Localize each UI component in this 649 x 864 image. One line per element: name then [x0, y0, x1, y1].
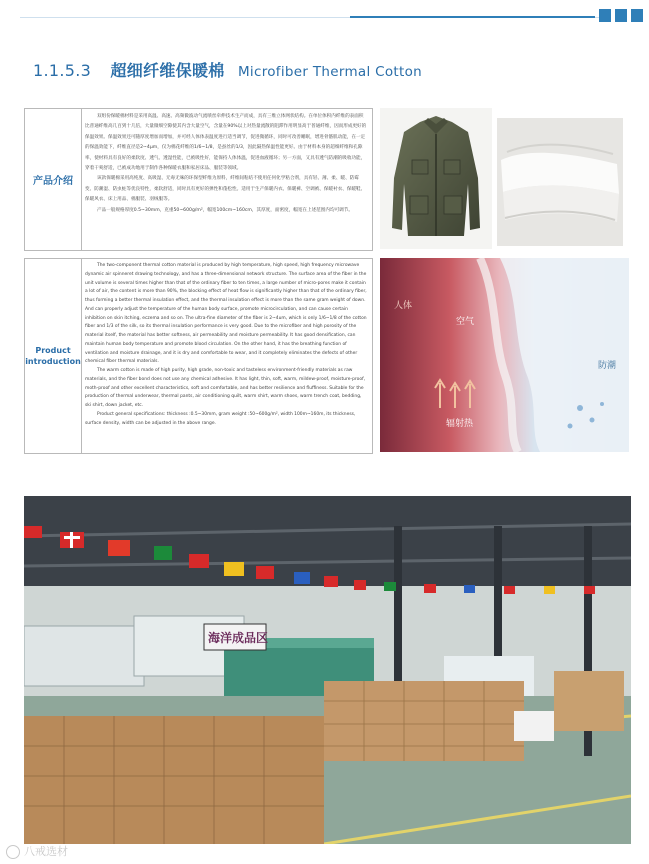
- section-title-zh: 超细纤维保暖棉: [110, 61, 225, 80]
- intro-en-label-cell: [25, 259, 82, 453]
- factory-photo: [24, 496, 631, 844]
- section-number: 1.1.5.3: [33, 61, 92, 80]
- diagram-label-air: 空气: [456, 317, 475, 327]
- header-block-2: [615, 9, 627, 22]
- diagram-label-body: 人体: [394, 301, 413, 311]
- diagram-label-moisture-proof: 防潮: [598, 361, 617, 371]
- intro-zh-text: [85, 112, 368, 247]
- intro-zh-box: [24, 108, 373, 251]
- header-block-1: [599, 9, 611, 22]
- section-title: [33, 58, 422, 81]
- section-title-en: Microfiber Thermal Cotton: [237, 64, 422, 80]
- intro-zh-paragraph: 该款保暖棉采用高纯度、高吸湿、无毒无味的环保型纤维为原料，纤维间粘结不使用任何化学粘合剂，具有轻、薄、柔、暖、防霉变、防潮湿、防虫蛀等优良特性，柔软舒适，同时具有更好的弹性和蓬松性。适用于生产保暖内衣、保暖裤、空调被、保暖衬衣、保暖鞋、保暖风衣、床上用品、棉服装、羽绒服等。: [85, 176, 366, 203]
- diagram-label-radiant-heat: 辐射热: [446, 419, 474, 429]
- intro-en-paragraph: The two-component thermal cotton material is produced by high temperature, high speed, high frequency microwave dynamic air spinneret drawing technology, and has a three-dimensional network structure. The surface area of the fiber in the unit volume is several times higher than that of the ordinary fiber to ten times, a large number of micro-pores make it contain a lot of air, the content is more than 90%, the blocking effect of heat flow is significantly higher than that of the ordinary fiber, thus forming a better thermal insulation effect, and the thermal insulation effect is more than the same gram weight of down. And can properly adjust the temperature of the human body surface, promote microcirculation, and can cause certain inhibition on skin itching, eczema and so on. The ultra-fine diameter of the fiber is 2~4um, which is only 1/6~1/8 of the cotton fiber and 1/3 of the silk, so its thermal insulation performance is very good. Due to the microfiber and high porosity of the material itself, the material has better softness, air permeability and moisture permeability. It has good densification, can maintain human body temperature and promote blood circulation. On the other hand, it has the breathing function of ventilation and moisture drainage, and it is dry and comfortable to wear, and it completely eliminates the defects of other chemical fiber thermal materials.: [85, 263, 367, 365]
- cotton-image: [497, 118, 623, 246]
- header-block-3: [631, 9, 643, 22]
- intro-en-label-line1: Product: [35, 346, 71, 355]
- watermark: [6, 843, 68, 859]
- intro-en-box: [24, 258, 373, 454]
- intro-zh-paragraph: 产品一般规格厚度0.5~30mm，克重50~600g/m²，幅宽100cm~160cm，其厚度，面密度，幅宽在上述范围内均可调节。: [97, 207, 353, 213]
- intro-zh-label: 产品介绍: [33, 176, 73, 187]
- intro-en-paragraph: Product general specifications: thickness :0.5~30mm, gram weight :50~600g/m², width 100m~160m, its thickness, surface density, width can be adjusted in the above range.: [85, 411, 356, 426]
- intro-zh-paragraph: 双组份保暖棉材料是采用高温、高速、高频微波动气流喷丝牵伸技术生产而成，具有三维立体网状结构。在单位体积内纤维的表面积比普通纤维高几百到十几倍，大量微细空隙使其内含大量空气，含量在90%以上对热量流散的阻滞作用明显高于普通纤维，因而形成更好的保温效果。保温效果还可随厚度增加而增加，并可经人体体表温度进行适当调节，促进微循环，同时可改善睡眠，增进骨骼肌动能，在一定的保温效能下，纤维直径是2~4μm，仅为棉花纤维的1/6~1/8，是蚕丝的1/3，因此隔热保温性能更好。由于材料本身的超细纤维和孔隙率，使材料具有良好的柔软度、透气、透湿性能，已被吸性好，能保持人体体温，促进血液循环；另一方面，又具有透气防潮的吸收功能，穿着干爽舒适，已被成功地用于制作各种保暖衣服和家居床品、服装等领域。: [85, 114, 367, 172]
- jacket-image: [380, 108, 492, 249]
- watermark-text: 八戒选材: [24, 845, 68, 858]
- watermark-icon: [6, 845, 20, 859]
- factory-area-sign: 海洋成品区: [208, 631, 269, 645]
- header-rule-accent: [350, 16, 595, 18]
- thermal-diagram-image: [380, 258, 629, 452]
- intro-en-label-line2: introduction: [25, 357, 81, 366]
- intro-en-paragraph: The warm cotton is made of high purity, high grade, non-toxic and tasteless environment-friendly materials as raw materials, and the fiber bond does not use any chemical adhesive. It has light, thin, soft, warm, mildew-proof, moisture-proof, moth-proof and other excellent characteristics, soft and comfortable, and has better resilience and fluffiness. Suitable for the production of thermal underwear, thermal pants, air conditioning quilt, warm shirt, warm shoes, warm trench coat, bedding, ski shirt, down jacket, etc.: [85, 368, 366, 408]
- intro-zh-label-cell: [25, 109, 82, 250]
- intro-en-text: [85, 262, 368, 450]
